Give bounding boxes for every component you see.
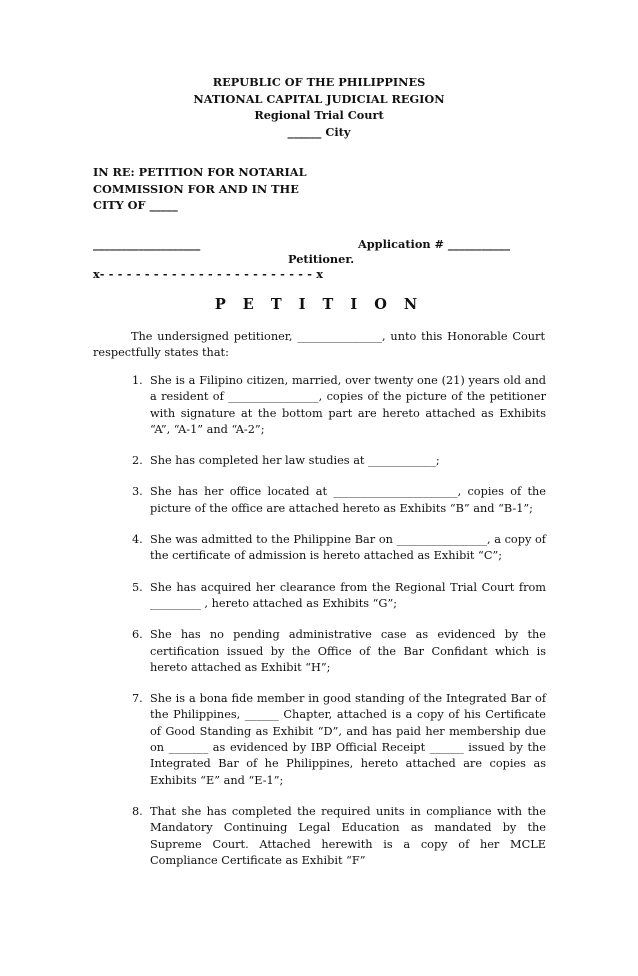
- item-number: 2.: [132, 454, 143, 468]
- list-item: [132, 804, 546, 869]
- list-item: [132, 484, 546, 517]
- list-item: [132, 453, 546, 469]
- court-header: [0, 74, 638, 140]
- list-item: [132, 691, 546, 789]
- item-number: 1.: [132, 374, 143, 387]
- document-title: P E T I T I O N: [214, 296, 424, 313]
- item-number: 5.: [132, 580, 143, 594]
- item-text: That she has completed the required units in compliance with the Mandatory Continuing Legal Education as mandated by the Supreme Court. Attached herewith is a copy of her MCLE Compliance Certificate as Exhibit “F”: [150, 804, 546, 867]
- header-republic: REPUBLIC OF THE PHILIPPINES: [212, 75, 426, 89]
- petitioner-name-blank: ___________________: [93, 237, 201, 251]
- item-number: 4.: [132, 533, 143, 547]
- item-number: 6.: [132, 628, 143, 642]
- item-text: She has her office located at ______________________, copies of the picture of the office are attached hereto as Exhibits “B” and “B-1”;: [150, 485, 546, 515]
- intro-text: The undersigned petitioner, _______________, unto this Honorable Court respectfully states that:: [93, 330, 545, 360]
- petitioner-label: Petitioner.: [288, 252, 355, 266]
- case-title-line1: IN RE: PETITION FOR NOTARIAL: [93, 165, 307, 179]
- list-item: [132, 627, 546, 676]
- case-title-line3: CITY OF _____: [93, 198, 178, 212]
- item-text: She is a Filipino citizen, married, over twenty one (21) years old and a resident of ________________, copies of the picture of the petitioner with signature at the bottom part are hereto attached as Exhibits “A”, “A-1” and “A-2”;: [150, 374, 546, 436]
- header-city: ______ City: [287, 124, 351, 139]
- allegations-list: [132, 373, 546, 884]
- item-text: She has acquired her clearance from the Regional Trial Court from _________ , hereto attached as Exhibits “G”;: [150, 580, 546, 610]
- item-text: She was admitted to the Philippine Bar on ________________, a copy of the certificate of admission is hereto attached as Exhibit “C”;: [150, 533, 546, 563]
- intro-paragraph: [93, 329, 545, 362]
- item-text: She has no pending administrative case as evidenced by the certification issued by the Office of the Bar Confidant which is hereto attached as Exhibit “H”;: [150, 628, 546, 674]
- caption-row: [93, 237, 548, 251]
- item-number: 7.: [132, 692, 143, 706]
- list-item: [132, 373, 546, 438]
- case-title: [93, 164, 307, 214]
- list-item: [132, 580, 546, 613]
- item-number: 8.: [132, 804, 143, 818]
- item-number: 3.: [132, 485, 143, 499]
- header-court: Regional Trial Court: [254, 108, 384, 122]
- application-number: Application # ___________: [358, 237, 511, 251]
- list-item: [132, 532, 546, 565]
- item-text: She has completed her law studies at ____________;: [150, 454, 440, 468]
- header-region: NATIONAL CAPITAL JUDICIAL REGION: [193, 91, 445, 106]
- case-title-line2: COMMISSION FOR AND IN THE: [93, 181, 299, 196]
- item-text: She is a bona fide member in good standing of the Integrated Bar of the Philippines, ______ Chapter, attached is a copy of his Certificate of Good Standing as Exhibit “D”, and has paid her membership due on _______ as evidenced by IBP Official Receipt ______ issued by the Integrated Bar of he Philippines, hereto attached are copies as Exhibits “E” and “E-1”;: [150, 692, 546, 787]
- caption-separator: x- - - - - - - - - - - - - - - - - - - - - - - - x: [93, 267, 324, 281]
